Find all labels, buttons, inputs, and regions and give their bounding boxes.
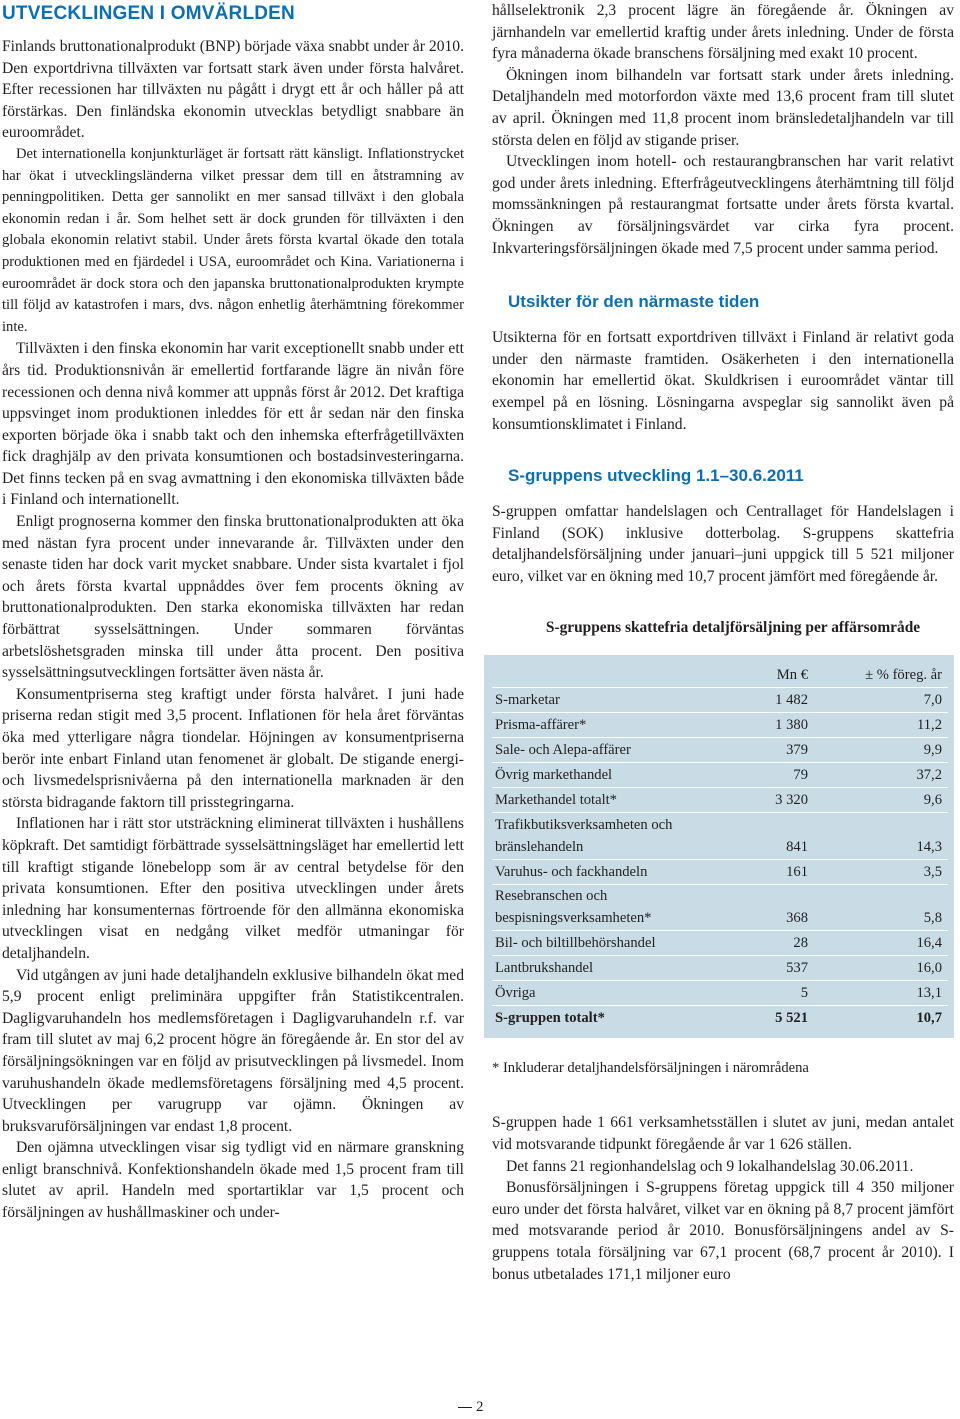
table-cell-label: S-gruppen totalt*	[495, 1010, 605, 1027]
section-heading-omvarlden: UTVECKLINGEN I OMVÄRLDEN	[2, 3, 295, 24]
table-header-mn: Mn €	[776, 667, 808, 684]
table-cell-label: Prisma-affärer*	[495, 717, 587, 734]
table-cell-label: S-marketar	[495, 692, 560, 709]
table-row	[492, 813, 948, 860]
table-body	[492, 688, 948, 1006]
section-heading-s-gruppen: S-gruppens utveckling 1.1–30.6.2011	[508, 466, 804, 486]
paragraph: Vid utgången av juni hade detaljhandeln exklusive bilhandeln ökat med 5,9 procent enligt preliminära uppgifter från Statistikcentralen. Dagligvaruhandeln hos medlemsföretagen i Dagligvaruhandeln r.f. var fram till slutet av maj 6,2 procent högre än föregående år. En stor del av försäljningsökningen var en följd av prisutvecklingen på livsmedel. Inom varuhushandeln ökade medlemsföretagens försäljning med 4,5 procent. Utvecklingen per varugrupp var ojämn. Ökningen av bruksvaruförsäljningen var endast 1,8 procent.	[2, 966, 464, 1135]
table-cell-mn: 5 521	[775, 1010, 808, 1027]
table-cell-label: Övrig markethandel	[495, 767, 613, 784]
paragraph: Utsikterna för en fortsatt exportdriven tillväxt i Finland är relativt goda under den närmaste framtiden. Osäkerheten i den internationella ekonomin har emellertid ökat. Skuldkrisen i euroområdet väntar till exempel på en lösning. Lösningarna avspeglar sig sannolikt även på konsumtionsklimatet i Finland.	[492, 329, 954, 433]
paragraph: hållselektronik 2,3 procent lägre än föregående år. Ökningen av järnhandeln var emellertid kraftig under årets inledning. Under de första fyra månaderna ökade branschens försäljning med exakt 10 procent.	[492, 2, 954, 63]
table-row	[492, 981, 948, 1006]
paragraph: Bonusförsäljningen i S-gruppens företag uppgick till 4 350 miljoner euro under det första halvåret, vilket var en ökning på 8,7 procent jämfört med motsvarande period år 2010. Bonusförsäljningens andel av S-gruppens totala försäljning var 67,1 procent (68,7 procent år 2010). I bonus utbetalades 171,1 miljoner euro	[492, 1179, 954, 1283]
paragraph: S-gruppen omfattar handelslagen och Centrallaget för Handelslagen i Finland (SOK) inklusive dotterbolag. S-gruppens skattefria detaljhandelsförsäljning under januari–juni uppgick till 5 521 miljoner euro, vilket var en ökning med 10,7 procent jämfört med föregående år.	[492, 503, 954, 585]
table-cell-mn: 1 482	[775, 692, 808, 709]
table-cell-label: Resebranschen och bespisningsverksamheten*	[495, 888, 652, 927]
table-cell-change: 13,1	[916, 985, 942, 1002]
table-cell-change: 10,7	[916, 1010, 942, 1027]
paragraph: Den ojämna utvecklingen visar sig tydligt vid en närmare granskning enligt branschnivå. Konfektionshandeln ökade med 1,5 procent fram till slutet av april. Handeln med sportartiklar var 1,5 procent och försäljningen av hushållmaskiner och under-	[2, 1139, 464, 1222]
paragraph: Inflationen har i rätt stor utsträckning eliminerat tillväxten i hushållens köpkraft. Det samtidigt förbättrade sysselsättningsläget har emellertid lett till kraftigt stigande lönebelopp som är av central betydelse för den privata konsumtionen. Efter den positiva utvecklingen under årets inledning har konsumenternas förtroende för den allmänna ekonomiska utvecklingen visat en nedgång vilket medför utmaningar för detaljhandeln.	[2, 815, 464, 962]
table-cell-change: 9,6	[923, 792, 942, 809]
table-row	[492, 763, 948, 788]
table-cell-label: Varuhus- och fackhandeln	[495, 864, 648, 881]
paragraph: Konsumentpriserna steg kraftigt under första halvåret. I juni hade priserna redan stigit med 3,5 procent. Inflationen för hela året förväntas öka med ytterligare några tiondelar. Höjningen av konsumentpriserna berör inte enbart Finland utan fenomenet är globalt. De stigande energi- och livsmedelsprisnivåerna på den internationella marknaden är den största bidragande faktorn till prisstegringarna.	[2, 685, 464, 811]
table-row	[492, 688, 948, 713]
table-cell-mn: 1 380	[775, 717, 808, 734]
paragraph: Enligt prognoserna kommer den finska bruttonationalprodukten att öka med nästan fyra procent under innevarande år. Tillväxten under den senaste tiden har dock varit mycket snabbare. Under sista kvartalet i fjol och årets första kvartal uppnåddes över fem procents ökning av bruttonationalprodukten. Den starka ekonomiska tillväxten har redan förbättrat sysselsättningen. Under sommaren förväntas arbetslöshetsgraden minska till under åtta procent. Den positiva sysselsättningsutvecklingen fortsätter även nästa år.	[2, 513, 464, 682]
table-cell-label: Sale- och Alepa-affärer	[495, 742, 631, 759]
table-cell-mn: 28	[793, 935, 808, 952]
table-cell-mn: 537	[786, 960, 808, 977]
paragraph: Utvecklingen inom hotell- och restaurangbranschen har varit relativt god under årets inledning. Efterfrågeutvecklingens återhämtning till följd momssänkningen på restaurangmat fortsatte under årets första kvartal. Ökningen av försäljningsvärdet var cirka fyra procent. Inkvarteringsförsäljningen ökade med 7,5 procent under samma period.	[492, 153, 954, 257]
table-cell-mn: 5	[800, 985, 808, 1002]
table-cell-change: 3,5	[923, 864, 942, 881]
table-cell-label: Markethandel totalt*	[495, 792, 617, 809]
table-row	[492, 788, 948, 813]
table-cell-label: Bil- och biltillbehörshandel	[495, 935, 656, 952]
table-cell-mn: 3 320	[775, 792, 808, 809]
right-column	[492, 0, 954, 1285]
table-cell-change: 5,8	[923, 910, 942, 927]
table-cell-change: 9,9	[923, 742, 942, 759]
section-heading-utsikter: Utsikter för den närmaste tiden	[508, 292, 760, 312]
table-header-label	[492, 686, 760, 687]
paragraph: Finlands bruttonationalprodukt (BNP) började växa snabbt under år 2010. Den exportdrivna tillväxten var fortsatt stark även under första halvåret. Efter recessionen har tillväxten nu pågått i drygt ett år och håller på att förstärkas. Den finländska ekonomin utvecklas betydligt snabbare än euroområdet.	[2, 38, 464, 142]
sales-table	[484, 655, 954, 1038]
table-row	[492, 860, 948, 885]
table-cell-mn: 379	[786, 742, 808, 759]
page-number-value: 2	[476, 1399, 484, 1415]
table-total-row	[492, 1006, 948, 1030]
table-row	[492, 931, 948, 956]
paragraph: Tillväxten i den finska ekonomin har varit exceptionellt snabb under ett års tid. Produktionsnivån är emellertid fortfarande lägre än nivån före recessionen och denna nivå kommer att uppnås först år 2012. Det kraftiga uppsvinget inom produktionen inleddes för ett år sedan när den finska exporten började öka i snabb takt och den inhemska efterfrågetillväxten fick draghjälp av den privata konsumtionen och bostadsinvesteringarna. Det finns tecken på en svag avmattning i den ekonomiska tillväxten både i Finland och internationellt.	[2, 340, 464, 509]
table-cell-mn: 161	[786, 864, 808, 881]
table-row	[492, 885, 948, 931]
table-row	[492, 956, 948, 981]
table-header-row	[492, 663, 948, 688]
table-cell-change: 16,0	[916, 960, 942, 977]
paragraph: Det fanns 21 regionhandelslag och 9 lokalhandelslag 30.06.2011.	[506, 1157, 914, 1175]
table-cell-change: 14,3	[916, 839, 942, 856]
table-cell-change: 16,4	[916, 935, 942, 952]
table-header-change: ± % föreg. år	[865, 667, 942, 684]
paragraph: Ökningen inom bilhandeln var fortsatt stark under årets inledning. Detaljhandeln med motorfordon växte med 13,6 procent fram till slutet av april. Ökningen med 11,8 procent inom bränsledetaljhandeln var till största delen en följd av stigande priser.	[492, 66, 954, 149]
page-number-dash	[458, 1407, 472, 1408]
paragraph: S-gruppen hade 1 661 verksamhetsställen i slutet av juni, medan antalet vid motsvarande tidpunkt föregående år var 1 626 ställen.	[492, 1114, 954, 1154]
table-cell-change: 7,0	[923, 692, 942, 709]
table-row	[492, 713, 948, 738]
table-cell-mn: 841	[786, 839, 808, 856]
paragraph: Det internationella konjunkturläget är fortsatt rätt känsligt. Inflationstrycket har ökat i utvecklingsländerna vilket pressar dem till en åtstramning av penningpolitiken. Detta ger sannolikt en mer sansad tillväxt i den globala ekonomin redan i år. Som helhet sett är dock grunden för tillväxten i den globala ekonomin relativt stabil. Under årets första kvartal ökade den totala produktionen med en fjärdedel i USA, euroområdet och Kina. Variationerna i euroområdet är dock stora och den japanska bruttonationalprodukten krympte till följd av katastrofen i mars, dvs. någon enhetlig återhämtning förekommer inte.	[2, 145, 464, 335]
table-cell-mn: 79	[793, 767, 808, 784]
table-cell-label: Lantbrukshandel	[495, 960, 594, 977]
left-column	[2, 0, 464, 1224]
table-cell-label: Övriga	[495, 985, 536, 1002]
table-cell-change: 11,2	[917, 717, 942, 734]
table-row	[492, 738, 948, 763]
table-footnote: * Inkluderar detaljhandelsförsäljningen i närområdena	[492, 1060, 809, 1077]
page-number	[458, 1398, 484, 1416]
table-cell-mn: 368	[786, 910, 808, 927]
table-title: S-gruppens skattefria detaljförsäljning per affärsområde	[545, 619, 921, 637]
table-cell-change: 37,2	[916, 767, 942, 784]
table-cell-label: Trafikbutiksverksamheten och bränslehandeln	[495, 817, 673, 856]
